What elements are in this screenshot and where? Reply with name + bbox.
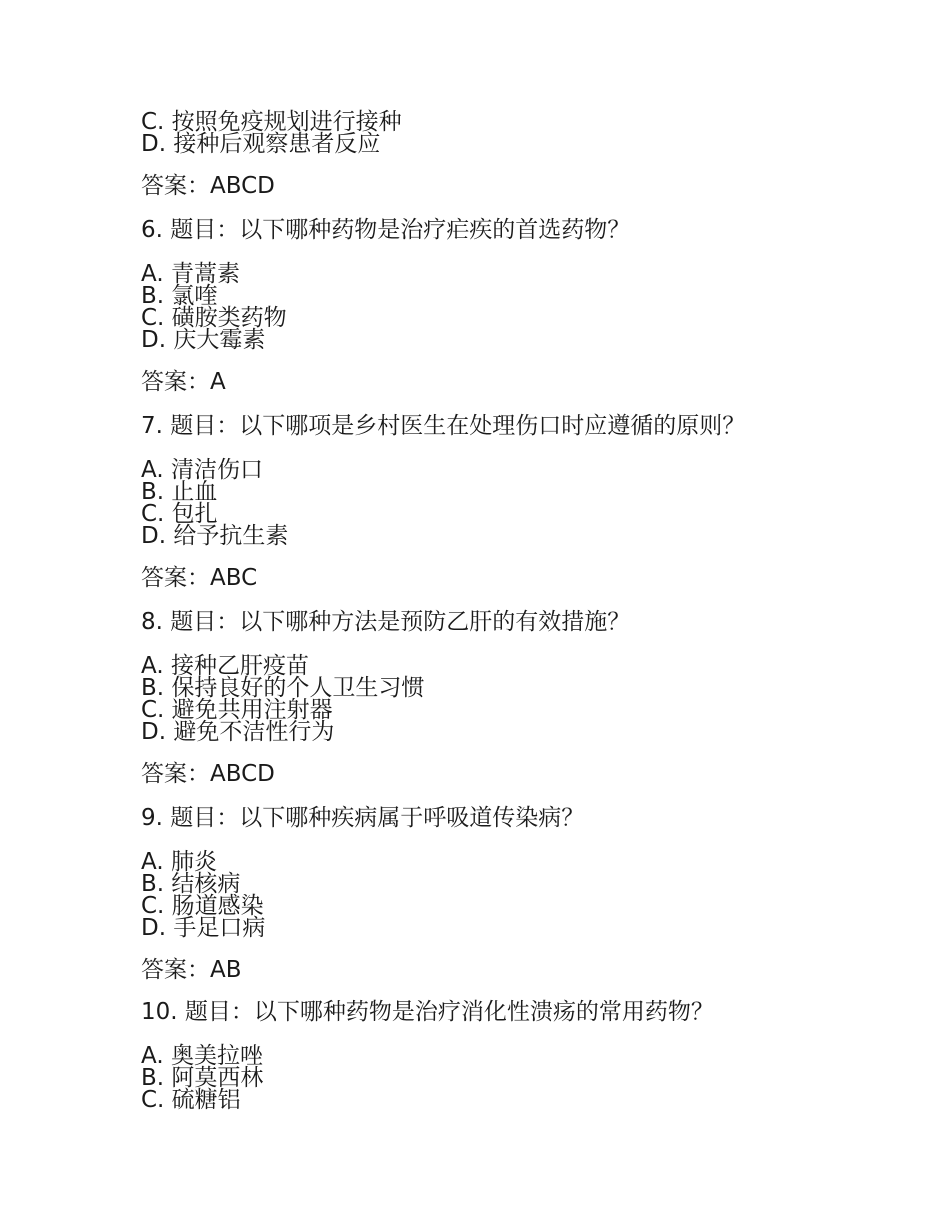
q8-question: 8. 题目：以下哪种方法是预防乙肝的有效措施？ — [141, 609, 631, 635]
q10-option-b: B. 阿莫西林 — [141, 1065, 264, 1091]
q5-option-c: C. 按照免疫规划进行接种 — [141, 109, 402, 135]
q10-question: 10. 题目：以下哪种药物是治疗消化性溃疡的常用药物？ — [141, 999, 714, 1025]
q10-option-c: C. 硫糖铝 — [141, 1087, 241, 1113]
q7-option-c: C. 包扎 — [141, 501, 218, 527]
q8-option-c: C. 避免共用注射器 — [141, 697, 333, 723]
q6-option-c: C. 磺胺类药物 — [141, 305, 287, 331]
q6-question: 6. 题目：以下哪种药物是治疗疟疾的首选药物？ — [141, 217, 631, 243]
q7-answer: 答案：ABC — [141, 565, 258, 591]
q5-answer: 答案：ABCD — [141, 173, 275, 199]
q9-option-a: A. 肺炎 — [141, 849, 217, 875]
q9-option-c: C. 肠道感染 — [141, 893, 264, 919]
q7-option-a: A. 清洁伤口 — [141, 457, 263, 483]
q7-option-b: B. 止血 — [141, 479, 218, 505]
q9-option-d: D. 手足口病 — [141, 915, 266, 941]
q8-option-d: D. 避免不洁性行为 — [141, 719, 335, 745]
q9-answer: 答案：AB — [141, 957, 242, 983]
q8-option-a: A. 接种乙肝疫苗 — [141, 653, 309, 679]
q5-option-d: D. 接种后观察患者反应 — [141, 131, 381, 157]
q7-option-d: D. 给予抗生素 — [141, 523, 289, 549]
q10-option-a: A. 奥美拉唑 — [141, 1043, 263, 1069]
q6-option-d: D. 庆大霉素 — [141, 327, 266, 353]
q8-option-b: B. 保持良好的个人卫生习惯 — [141, 675, 425, 701]
q7-question: 7. 题目：以下哪项是乡村医生在处理伤口时应遵循的原则？ — [141, 413, 746, 439]
q8-answer: 答案：ABCD — [141, 761, 275, 787]
q9-question: 9. 题目：以下哪种疾病属于呼吸道传染病？ — [141, 805, 585, 831]
q6-answer: 答案：A — [141, 369, 226, 395]
document-page — [141, 0, 901, 1230]
q6-option-b: B. 氯喹 — [141, 283, 218, 309]
q9-option-b: B. 结核病 — [141, 871, 241, 897]
q6-option-a: A. 青蒿素 — [141, 261, 240, 287]
